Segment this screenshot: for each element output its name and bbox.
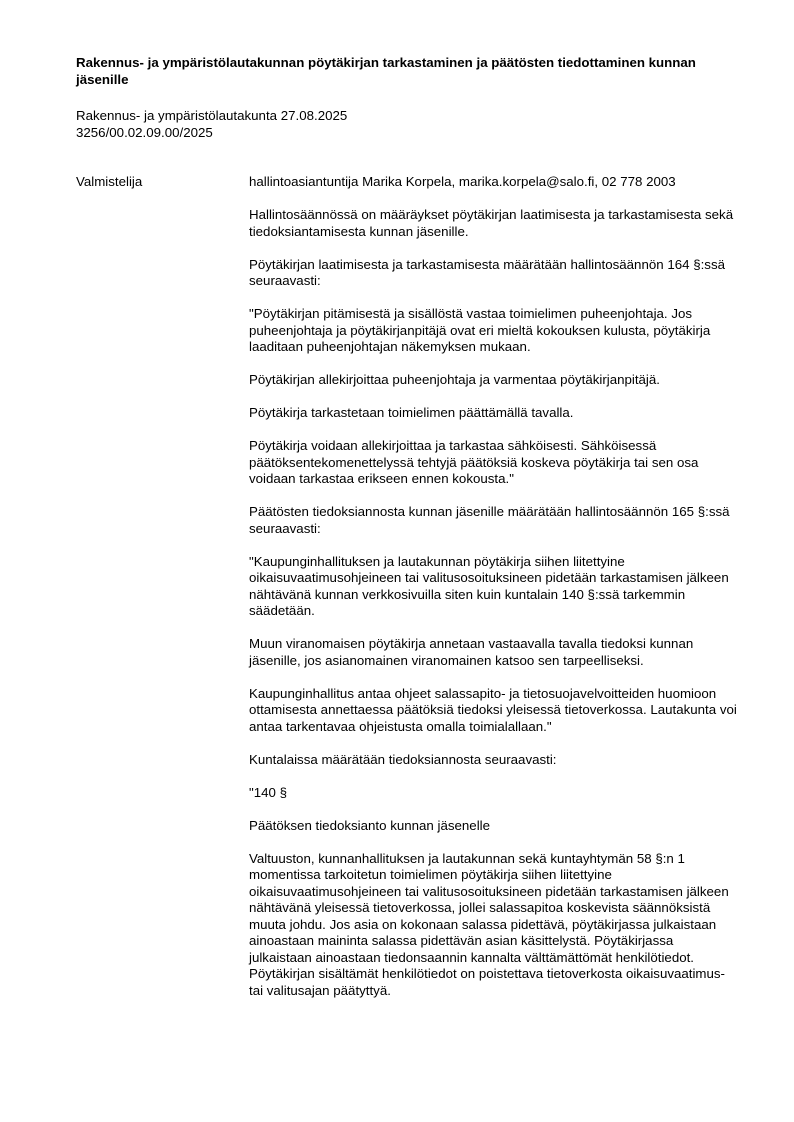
paragraph: Muun viranomaisen pöytäkirja annetaan vastaavalla tavalla tiedoksi kunnan jäsenille, jos asianomainen viranomainen katsoo sen tarpeelliseksi. [249, 636, 694, 668]
paragraph: "Pöytäkirjan pitämisestä ja sisällöstä vastaa toimielimen puheenjohtaja. Jos puheenjohtaja ja pöytäkirjanpitäjä ovat eri mieltä kokouksen kulusta, pöytäkirja laaditaan puheenjohtajan näkemyksen mukaan. [249, 306, 711, 354]
record-id: 3256/00.02.09.00/2025 [76, 124, 213, 140]
paragraph: Pöytäkirja tarkastetaan toimielimen päättämällä tavalla. [249, 405, 574, 420]
paragraph: Hallintosäännössä on määräykset pöytäkirjan laatimisesta ja tarkastamisesta sekä tiedoksiantamisesta kunnan jäsenille. [249, 207, 734, 239]
section-heading: Päätöksen tiedoksianto kunnan jäsenelle [249, 817, 490, 833]
preparer-contact: hallintoasiantuntija Marika Korpela, marika.korpela@salo.fi, 02 778 2003 [249, 174, 676, 189]
paragraph: Päätösten tiedoksiannosta kunnan jäsenille määrätään hallintosäännön 165 §:ssä seuraavasti: [249, 504, 730, 536]
paragraph: Pöytäkirjan allekirjoittaa puheenjohtaja ja varmentaa pöytäkirjanpitäjä. [249, 372, 660, 387]
paragraph: Valtuuston, kunnanhallituksen ja lautakunnan sekä kuntayhtymän 58 §:n 1 momentissa tarkoitetun toimielimen pöytäkirja siihen liitettyine oikaisuvaatimusohjeineen tai valitusosoituksineen pidetään tarkastamisen jälkeen nähtävänä yleisessä tietoverkossa, jollei salassapitoa koskevista säännöksistä muuta johdu. Jos asia on kokonaan salassa pidettävä, pöytäkirjassa julkaistaan ainoastaan maininta salassa pidettävän asian käsittelystä. Pöytäkirjassa julkaistaan ainoastaan tiedonsaannin kannalta välttämättömät henkilötiedot. Pöytäkirjan sisältämät henkilötiedot on poistettava tietoverkosta oikaisuvaatimus- tai valitusajan päätyttyä. [249, 850, 729, 998]
paragraph: Kaupunginhallitus antaa ohjeet salassapito- ja tietosuojavelvoitteiden huomioon ottamisesta annettaessa päätöksiä tiedoksi yleisessä tietoverkossa. Lautakunta voi antaa tarkentavaa ohjeistusta omalla toimialallaan." [249, 685, 737, 734]
paragraph: "Kaupunginhallituksen ja lautakunnan pöytäkirja siihen liitettyine oikaisuvaatimusohjeineen tai valitusosoituksineen pidetään tarkastamisen jälkeen nähtävänä kunnan verkkosivuilla siten kuin kuntalain 140 §:ssä tarkemmin säädetään. [249, 553, 729, 618]
paragraph: Pöytäkirja voidaan allekirjoittaa ja tarkastaa sähköisesti. Sähköisessä päätöksentekomenettelyssä tehtyjä päätöksiä koskeva pöytäkirja tai sen osa voidaan tarkastaa erikseen ennen kokousta." [249, 438, 699, 486]
preparer-label: Valmistelija [76, 174, 143, 189]
paragraph: Pöytäkirjan laatimisesta ja tarkastamisesta määrätään hallintosäännön 164 §:ssä seuraavasti: [249, 256, 725, 288]
document-title: Rakennus- ja ympäristölautakunnan pöytäkirjan tarkastaminen ja päätösten tiedottaminen kunnan jäsenille [76, 55, 696, 87]
meeting-info [76, 108, 347, 141]
paragraph: Kuntalaissa määrätään tiedoksiannosta seuraavasti: [249, 751, 557, 767]
document-body [249, 174, 737, 1016]
meeting-line: Rakennus- ja ympäristölautakunta 27.08.2025 [76, 108, 348, 123]
section-number: "140 § [249, 784, 287, 800]
